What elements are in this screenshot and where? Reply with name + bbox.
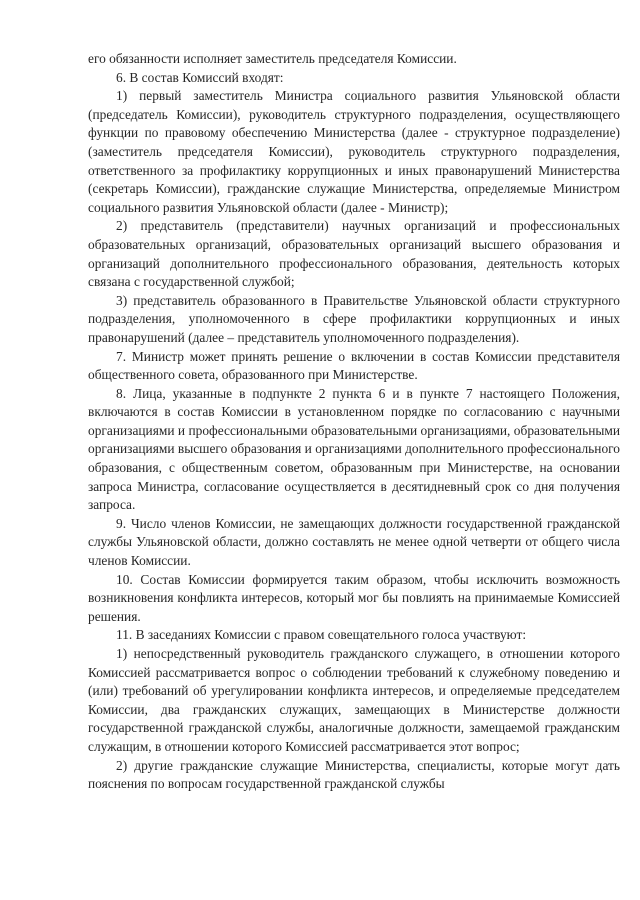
paragraph-item-8: 8. Лица, указанные в подпункте 2 пункта 6 и в пункте 7 настоящего Положения, включаются в состав Комиссии в установленном порядке по согласованию с научными организациями и профессиональными образовательными организациями, образовательными организациями высшего образования и организациями дополнительного профессионального образования, с общественным советом, образованным при Министерстве, на основании запроса Министра, согласование осуществляется в десятидневный срок со дня получения запроса. bbox=[88, 385, 620, 513]
paragraph-item-6-3: 3) представитель образованного в Правительстве Ульяновской области структурного подразделения, уполномоченного в сфере профилактики коррупционных и иных правонарушений (далее – представитель уполномоченного подразделения). bbox=[88, 292, 620, 345]
paragraph-item-6: 6. В состав Комиссий входят: bbox=[116, 69, 284, 85]
paragraph-item-11: 11. В заседаниях Комиссии с правом совещательного голоса участвуют: bbox=[116, 627, 527, 643]
paragraph-item-6-2: 2) представитель (представители) научных организаций и профессиональных образовательных организаций, образовательных организаций высшего образования и организаций дополнительного профессионального образования, деятельность которых связана с государственной службой; bbox=[88, 218, 620, 290]
paragraph-item-11-1: 1) непосредственный руководитель гражданского служащего, в отношении которого Комиссией рассматривается вопрос о соблюдении требований к служебному поведению и (или) требований об урегулировании конфликта интересов, и определяемые председателем Комиссии, два гражданских служащих, замещающих в Министерстве должности государственной гражданской службы, аналогичные должности, замещаемой гражданским служащим, в отношении которого Комиссией рассматривается этот вопрос; bbox=[88, 646, 620, 754]
paragraph-item-6-1: 1) первый заместитель Министра социального развития Ульяновской области (председатель Комиссии), руководитель структурного подразделения, осуществляющего функции по правовому обеспечению Министерства (далее - структурное подразделение) (заместитель председателя Комиссии), руководитель структурного подразделения, ответственного за профилактику коррупционных и иных правонарушений Министерства (секретарь Комиссии), гражданские служащие Министерства, определяемые Министром социального развития Ульяновской области (далее - Министр); bbox=[88, 88, 620, 215]
document-page bbox=[88, 50, 620, 794]
paragraph-item-11-2: 2) другие гражданские служащие Министерства, специалисты, которые могут дать пояснения по вопросам государственной гражданской службы bbox=[88, 757, 620, 792]
paragraph-item-9: 9. Число членов Комиссии, не замещающих должности государственной гражданской службы Ульяновской области, должно составлять не менее одной четверти от общего числа членов Комиссии. bbox=[88, 515, 620, 569]
paragraph-item-7: 7. Министр может принять решение о включении в состав Комиссии представителя общественного совета, образованного при Министерстве. bbox=[88, 348, 620, 383]
paragraph-continuation: его обязанности исполняет заместитель председателя Комиссии. bbox=[88, 51, 457, 66]
paragraph-item-10: 10. Состав Комиссии формируется таким образом, чтобы исключить возможность возникновения конфликта интересов, который мог бы повлиять на принимаемые Комиссией решения. bbox=[88, 571, 620, 624]
